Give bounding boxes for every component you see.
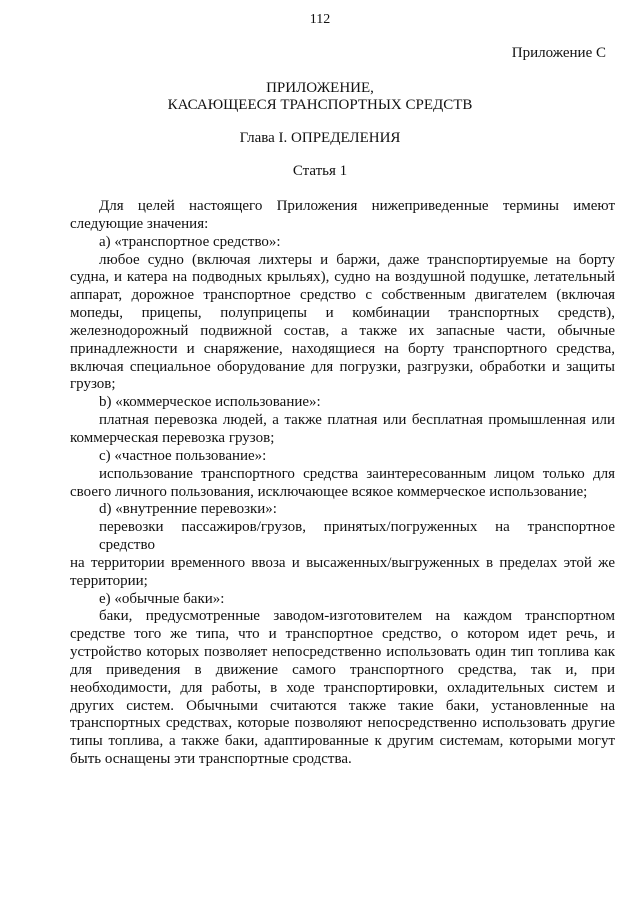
text-line: d) «внутренние перевозки»: bbox=[99, 501, 277, 518]
text-line: b) «коммерческое использование»: bbox=[99, 394, 321, 411]
paragraph bbox=[70, 501, 615, 519]
text-line: любое судно (включая лихтеры и баржи, даже транспортируемые на борту bbox=[99, 251, 615, 268]
text-line: для приведения в движение самого транспортного средства, так и, при bbox=[70, 661, 615, 678]
paragraph bbox=[70, 198, 615, 234]
text-line: e) «обычные баки»: bbox=[99, 590, 225, 607]
text-line: Для целей настоящего Приложения нижеприведенные термины имеют bbox=[99, 198, 615, 214]
text-line: коммерческая перевозка грузов; bbox=[70, 429, 275, 446]
paragraph bbox=[70, 591, 615, 609]
text-line: платная перевозка людей, а также платная или бесплатная промышленная или bbox=[99, 412, 615, 429]
text-line: включая специальное оборудование для погрузки, разгрузки, обработки и защиты bbox=[70, 358, 615, 375]
paragraph bbox=[70, 608, 615, 769]
text-line: следующие значения: bbox=[70, 215, 209, 232]
text-line: других систем. Обычными считаются также такие баки, установленные на bbox=[70, 697, 615, 714]
chapter-heading: Глава I. ОПРЕДЕЛЕНИЯ bbox=[239, 130, 401, 146]
paragraph bbox=[70, 448, 615, 466]
text-line: использование транспортного средства заинтересованным лицом только для bbox=[99, 465, 615, 482]
text-line: типы топлива, а также баки, адаптированные к другим системам, которыми могут bbox=[70, 733, 615, 750]
appendix-label: Приложение С bbox=[511, 45, 606, 61]
article-heading: Статья 1 bbox=[292, 163, 348, 179]
text-line: мопеды, прицепы, полуприцепы и комбинации транспортных средств), bbox=[70, 305, 615, 322]
paragraph bbox=[70, 252, 615, 395]
text-line: территории; bbox=[70, 572, 148, 589]
text-line: принадлежности и снаряжение, находящиеся на борту транспортного средства, bbox=[70, 340, 615, 357]
text-line: необходимости, для работы, в ходе транспортировки, охладительных систем и bbox=[70, 679, 615, 696]
text-line: железнодорожный подвижной состав, а также их запасные части, обычные bbox=[70, 322, 615, 339]
text-line: своего личного пользования, исключающее всякое коммерческое использование; bbox=[70, 483, 588, 500]
text-line: быть оснащены эти транспортные сродства. bbox=[70, 751, 352, 768]
paragraph bbox=[70, 519, 615, 590]
paragraph bbox=[70, 234, 615, 252]
paragraph bbox=[70, 466, 615, 502]
text-line: аппарат, дорожное транспортное средство с собственным двигателем (включая bbox=[70, 287, 615, 304]
text-line: транспортных средствах, которые позволяют непосредственно использовать другие bbox=[70, 715, 615, 732]
text-line: на территории временного ввоза и высаженных/выгруженных в пределах этой же bbox=[70, 554, 615, 571]
text-line: перевозки пассажиров/грузов, принятых/погруженных на транспортное средство bbox=[99, 519, 615, 554]
appendix-title-line2: КАСАЮЩЕЕСЯ ТРАНСПОРТНЫХ СРЕДСТВ bbox=[167, 97, 473, 113]
article-body bbox=[70, 198, 615, 769]
appendix-title-line1: ПРИЛОЖЕНИЕ, bbox=[266, 80, 374, 96]
text-line: c) «частное пользование»: bbox=[99, 447, 267, 464]
page-number: 112 bbox=[309, 12, 331, 27]
text-line: судна, и катера на подводных крыльях), судно на воздушной подушке, летательный bbox=[70, 269, 615, 286]
text-line: баки, предусмотренные заводом-изготовителем на каждом транспортном bbox=[99, 608, 615, 625]
paragraph bbox=[70, 394, 615, 412]
text-line: грузов; bbox=[70, 376, 116, 393]
text-line: a) «транспортное средство»: bbox=[99, 233, 281, 250]
text-line: устройство которых позволяет непосредственно использовать один тип топлива как bbox=[70, 644, 615, 661]
paragraph bbox=[70, 412, 615, 448]
text-line: средстве того же типа, что и транспортное средство, о котором идет речь, и bbox=[70, 626, 615, 643]
